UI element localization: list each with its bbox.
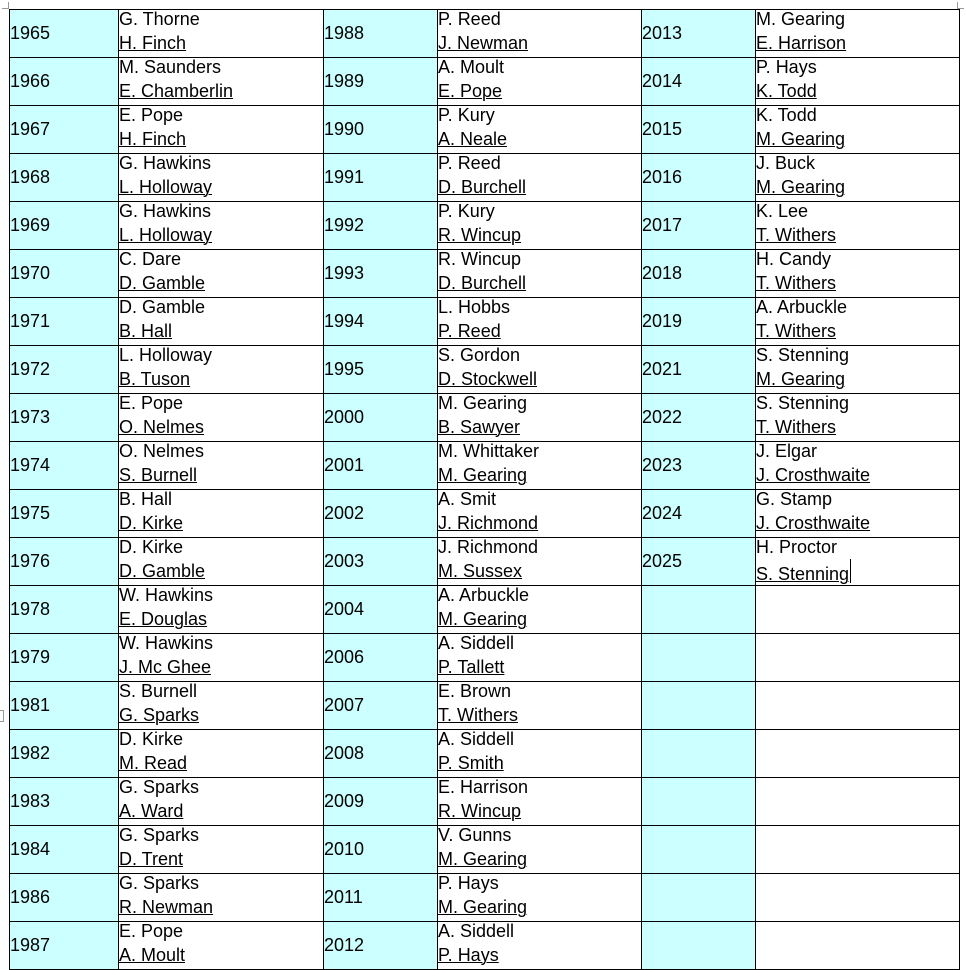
second-name-entry: P. Reed (438, 321, 501, 341)
first-name-entry (756, 586, 959, 608)
year-cell[interactable]: 1972 (10, 346, 119, 394)
names-cell[interactable] (119, 202, 324, 250)
first-name-entry: P. Reed (438, 153, 501, 173)
names-cell[interactable] (438, 394, 642, 442)
table-row (10, 394, 960, 442)
first-name-entry: G. Hawkins (119, 201, 212, 221)
table-row (10, 202, 960, 250)
names-cell[interactable] (438, 298, 642, 346)
first-name-entry (756, 682, 959, 704)
year-cell[interactable]: 1967 (10, 106, 119, 154)
first-name-entry: W. Hawkins (119, 585, 214, 605)
names-cell[interactable] (756, 922, 960, 970)
year-cell[interactable]: 2025 (642, 538, 756, 586)
names-cell[interactable] (756, 634, 960, 682)
second-name-entry: J. Crosthwaite (756, 465, 871, 485)
names-cell[interactable] (438, 682, 642, 730)
year-cell[interactable]: 2001 (324, 442, 438, 490)
year-cell[interactable] (642, 874, 756, 922)
names-cell[interactable] (756, 106, 960, 154)
second-name-entry: H. Finch (119, 33, 187, 53)
first-name-entry: A. Smit (438, 489, 497, 509)
text-cursor (850, 559, 851, 583)
second-name-entry: A. Neale (438, 129, 508, 149)
second-name-entry: T. Withers (756, 321, 837, 341)
first-name-entry: A. Arbuckle (756, 297, 848, 317)
table-row (10, 922, 960, 970)
names-cell[interactable] (119, 442, 324, 490)
table-row (10, 874, 960, 922)
names-cell[interactable] (119, 682, 324, 730)
first-name-entry: A. Siddell (438, 633, 515, 653)
year-cell[interactable]: 1976 (10, 538, 119, 586)
table-row (10, 826, 960, 874)
second-name-entry: M. Gearing (438, 465, 528, 485)
names-cell[interactable] (438, 874, 642, 922)
first-name-entry: J. Buck (756, 153, 816, 173)
second-name-entry (756, 943, 959, 967)
second-name-entry: M. Read (119, 753, 188, 773)
second-name-entry: D. Kirke (119, 513, 184, 533)
names-cell[interactable] (119, 10, 324, 58)
first-name-entry: A. Arbuckle (438, 585, 530, 605)
table-row (10, 682, 960, 730)
page-margin-handle[interactable] (0, 710, 4, 722)
first-name-entry: E. Harrison (438, 777, 529, 797)
first-name-entry (756, 922, 959, 944)
names-cell[interactable] (438, 778, 642, 826)
year-cell[interactable]: 2008 (324, 730, 438, 778)
names-cell[interactable] (438, 634, 642, 682)
names-cell[interactable] (438, 346, 642, 394)
second-name-entry: A. Moult (119, 945, 186, 965)
names-cell[interactable] (119, 778, 324, 826)
first-name-entry: K. Lee (756, 201, 809, 221)
first-name-entry: E. Pope (119, 393, 184, 413)
first-name-entry: P. Reed (438, 9, 501, 29)
table-row (10, 490, 960, 538)
second-name-entry: P. Smith (438, 753, 504, 773)
first-name-entry: G. Sparks (119, 777, 200, 797)
names-cell[interactable] (756, 154, 960, 202)
second-name-entry: H. Finch (119, 129, 187, 149)
page-corner-mark-right (957, 2, 964, 9)
table-row (10, 298, 960, 346)
second-name-entry: D. Trent (119, 849, 184, 869)
names-cell[interactable] (119, 874, 324, 922)
year-cell[interactable]: 2017 (642, 202, 756, 250)
year-cell[interactable]: 1987 (10, 922, 119, 970)
year-cell[interactable] (642, 922, 756, 970)
names-cell[interactable] (119, 826, 324, 874)
year-cell[interactable]: 1968 (10, 154, 119, 202)
second-name-entry: D. Burchell (438, 177, 527, 197)
second-name-entry: P. Tallett (438, 657, 505, 677)
second-name-entry: A. Ward (119, 801, 184, 821)
year-cell[interactable]: 1975 (10, 490, 119, 538)
names-cell[interactable] (756, 298, 960, 346)
names-cell[interactable] (119, 490, 324, 538)
first-name-entry: M. Gearing (756, 9, 846, 29)
names-cell[interactable] (438, 538, 642, 586)
names-cell[interactable] (119, 538, 324, 586)
second-name-entry: R. Wincup (438, 225, 522, 245)
table-row (10, 106, 960, 154)
second-name-entry: J. Mc Ghee (119, 657, 212, 677)
year-cell[interactable] (642, 586, 756, 634)
first-name-entry: D. Kirke (119, 729, 184, 749)
winners-table[interactable] (9, 9, 960, 970)
year-cell[interactable]: 2003 (324, 538, 438, 586)
year-cell[interactable]: 2009 (324, 778, 438, 826)
second-name-entry (756, 655, 959, 679)
first-name-entry: O. Nelmes (119, 441, 205, 461)
year-cell[interactable]: 1991 (324, 154, 438, 202)
names-cell[interactable] (756, 250, 960, 298)
first-name-entry: C. Dare (119, 249, 182, 269)
names-cell[interactable] (119, 634, 324, 682)
first-name-entry: S. Stenning (756, 393, 850, 413)
second-name-entry: M. Gearing (756, 129, 846, 149)
second-name-entry (756, 751, 959, 775)
second-name-entry: E. Harrison (756, 33, 847, 53)
second-name-entry: T. Withers (438, 705, 519, 725)
year-cell[interactable]: 1974 (10, 442, 119, 490)
first-name-entry: K. Todd (756, 105, 817, 125)
year-cell[interactable]: 2002 (324, 490, 438, 538)
names-cell[interactable] (438, 202, 642, 250)
names-cell[interactable] (756, 490, 960, 538)
year-cell[interactable]: 1966 (10, 58, 119, 106)
first-name-entry (756, 778, 959, 800)
table-row (10, 154, 960, 202)
first-name-entry: L. Hobbs (438, 297, 511, 317)
year-cell[interactable] (642, 634, 756, 682)
names-cell[interactable] (438, 826, 642, 874)
second-name-entry: M. Sussex (438, 561, 523, 581)
first-name-entry: P. Hays (438, 873, 499, 893)
second-name-entry: J. Richmond (438, 513, 539, 533)
year-cell[interactable]: 1979 (10, 634, 119, 682)
names-cell[interactable] (119, 250, 324, 298)
year-cell[interactable]: 2000 (324, 394, 438, 442)
year-cell[interactable]: 2016 (642, 154, 756, 202)
year-cell[interactable]: 1983 (10, 778, 119, 826)
second-name-entry: T. Withers (756, 225, 837, 245)
year-cell[interactable]: 1990 (324, 106, 438, 154)
first-name-entry: G. Sparks (119, 825, 200, 845)
second-name-entry: T. Withers (756, 273, 837, 293)
first-name-entry: J. Elgar (756, 441, 818, 461)
table-row (10, 442, 960, 490)
year-cell[interactable]: 2006 (324, 634, 438, 682)
second-name-entry: D. Burchell (438, 273, 527, 293)
second-name-entry: K. Todd (756, 81, 817, 101)
year-cell[interactable]: 1965 (10, 10, 119, 58)
names-cell[interactable] (438, 154, 642, 202)
first-name-entry: A. Moult (438, 57, 505, 77)
second-name-entry: S. Burnell (119, 465, 198, 485)
second-name-entry: J. Crosthwaite (756, 513, 871, 533)
names-cell[interactable] (119, 394, 324, 442)
table-row (10, 730, 960, 778)
table-row (10, 586, 960, 634)
first-name-entry: E. Pope (119, 105, 184, 125)
first-name-entry: S. Burnell (119, 681, 198, 701)
year-cell[interactable]: 2010 (324, 826, 438, 874)
year-cell[interactable]: 1973 (10, 394, 119, 442)
second-name-entry: D. Stockwell (438, 369, 538, 389)
table-row (10, 778, 960, 826)
names-cell[interactable] (119, 298, 324, 346)
names-cell[interactable] (438, 106, 642, 154)
second-name-entry (756, 703, 959, 727)
year-cell[interactable]: 2013 (642, 10, 756, 58)
names-cell[interactable] (756, 202, 960, 250)
year-cell[interactable]: 2019 (642, 298, 756, 346)
year-cell[interactable]: 1971 (10, 298, 119, 346)
year-cell[interactable] (642, 730, 756, 778)
first-name-entry: L. Holloway (119, 345, 213, 365)
document-page (9, 9, 959, 965)
second-name-entry: M. Gearing (438, 849, 528, 869)
year-cell[interactable]: 1995 (324, 346, 438, 394)
table-row (10, 346, 960, 394)
second-name-entry: P. Hays (438, 945, 499, 965)
first-name-entry: R. Wincup (438, 249, 522, 269)
second-name-entry: J. Newman (438, 33, 529, 53)
year-cell[interactable]: 1982 (10, 730, 119, 778)
year-cell[interactable]: 2015 (642, 106, 756, 154)
second-name-entry: L. Holloway (119, 225, 213, 245)
second-name-entry (756, 895, 959, 919)
year-cell[interactable]: 1969 (10, 202, 119, 250)
names-cell[interactable] (438, 250, 642, 298)
first-name-entry: G. Stamp (756, 489, 833, 509)
first-name-entry: S. Gordon (438, 345, 521, 365)
names-cell[interactable] (119, 586, 324, 634)
table-body (10, 10, 960, 970)
first-name-entry: P. Kury (438, 201, 495, 221)
table-row (10, 634, 960, 682)
first-name-entry: W. Hawkins (119, 633, 214, 653)
names-cell[interactable] (438, 922, 642, 970)
second-name-entry: L. Holloway (119, 177, 213, 197)
names-cell[interactable] (756, 538, 960, 586)
year-cell[interactable]: 2007 (324, 682, 438, 730)
second-name-entry: B. Sawyer (438, 417, 521, 437)
second-name-entry: S. Stenning (756, 559, 959, 583)
second-name-entry: B. Tuson (119, 369, 191, 389)
year-cell[interactable]: 1994 (324, 298, 438, 346)
names-cell[interactable] (438, 586, 642, 634)
second-name-entry: O. Nelmes (119, 417, 205, 437)
names-cell[interactable] (438, 490, 642, 538)
year-cell[interactable]: 2022 (642, 394, 756, 442)
year-cell[interactable]: 1992 (324, 202, 438, 250)
year-cell[interactable]: 2014 (642, 58, 756, 106)
second-name-entry: E. Chamberlin (119, 81, 234, 101)
second-name-entry (756, 799, 959, 823)
first-name-entry: G. Sparks (119, 873, 200, 893)
names-cell[interactable] (119, 922, 324, 970)
first-name-entry: G. Thorne (119, 9, 200, 29)
first-name-entry (756, 634, 959, 656)
year-cell[interactable]: 1986 (10, 874, 119, 922)
names-cell[interactable] (438, 730, 642, 778)
second-name-entry: M. Gearing (438, 897, 528, 917)
second-name-entry: M. Gearing (438, 609, 528, 629)
names-cell[interactable] (438, 10, 642, 58)
year-cell[interactable]: 2018 (642, 250, 756, 298)
year-cell[interactable]: 1984 (10, 826, 119, 874)
names-cell[interactable] (756, 682, 960, 730)
second-name-entry: D. Gamble (119, 561, 206, 581)
first-name-entry: P. Kury (438, 105, 495, 125)
year-cell[interactable] (642, 826, 756, 874)
first-name-entry (756, 874, 959, 896)
names-cell[interactable] (756, 826, 960, 874)
first-name-entry: E. Brown (438, 681, 512, 701)
second-name-entry: M. Gearing (756, 177, 846, 197)
second-name-entry: E. Douglas (119, 609, 208, 629)
year-cell[interactable] (642, 778, 756, 826)
first-name-entry: A. Siddell (438, 729, 515, 749)
year-cell[interactable]: 1988 (324, 10, 438, 58)
first-name-entry: H. Proctor (756, 537, 838, 557)
first-name-entry: M. Gearing (438, 393, 528, 413)
names-cell[interactable] (119, 58, 324, 106)
names-cell[interactable] (756, 58, 960, 106)
year-cell[interactable]: 1989 (324, 58, 438, 106)
table-row (10, 538, 960, 586)
first-name-entry: M. Whittaker (438, 441, 540, 461)
first-name-entry: V. Gunns (438, 825, 512, 845)
second-name-entry: D. Gamble (119, 273, 206, 293)
names-cell[interactable] (756, 778, 960, 826)
first-name-entry: G. Hawkins (119, 153, 212, 173)
names-cell[interactable] (756, 442, 960, 490)
first-name-entry: A. Siddell (438, 921, 515, 941)
year-cell[interactable]: 2021 (642, 346, 756, 394)
second-name-entry: E. Pope (438, 81, 503, 101)
year-cell[interactable]: 1981 (10, 682, 119, 730)
names-cell[interactable] (756, 874, 960, 922)
year-cell[interactable]: 2023 (642, 442, 756, 490)
year-cell[interactable] (642, 682, 756, 730)
year-cell[interactable]: 2024 (642, 490, 756, 538)
table-row (10, 10, 960, 58)
second-name-entry (756, 847, 959, 871)
first-name-entry: E. Pope (119, 921, 184, 941)
first-name-entry: P. Hays (756, 57, 817, 77)
second-name-entry: R. Wincup (438, 801, 522, 821)
names-cell[interactable] (119, 106, 324, 154)
first-name-entry: D. Kirke (119, 537, 184, 557)
second-name-entry: M. Gearing (756, 369, 846, 389)
second-name-entry: B. Hall (119, 321, 173, 341)
first-name-entry (756, 730, 959, 752)
names-cell[interactable] (756, 730, 960, 778)
second-name-entry (756, 607, 959, 631)
names-cell[interactable] (119, 346, 324, 394)
names-cell[interactable] (756, 394, 960, 442)
page-corner-mark-left (2, 2, 9, 9)
table-row (10, 58, 960, 106)
names-cell[interactable] (438, 442, 642, 490)
first-name-entry (756, 826, 959, 848)
first-name-entry: S. Stenning (756, 345, 850, 365)
year-cell[interactable]: 1978 (10, 586, 119, 634)
names-cell[interactable] (756, 586, 960, 634)
year-cell[interactable]: 1993 (324, 250, 438, 298)
year-cell[interactable]: 2012 (324, 922, 438, 970)
names-cell[interactable] (756, 10, 960, 58)
first-name-entry: H. Candy (756, 249, 832, 269)
names-cell[interactable] (756, 346, 960, 394)
second-name-entry: G. Sparks (119, 705, 200, 725)
year-cell[interactable]: 2011 (324, 874, 438, 922)
second-name-entry: T. Withers (756, 417, 837, 437)
first-name-entry: B. Hall (119, 489, 173, 509)
first-name-entry: D. Gamble (119, 297, 206, 317)
table-row (10, 250, 960, 298)
year-cell[interactable]: 2004 (324, 586, 438, 634)
first-name-entry: M. Saunders (119, 57, 222, 77)
first-name-entry: J. Richmond (438, 537, 539, 557)
year-cell[interactable]: 1970 (10, 250, 119, 298)
second-name-entry: R. Newman (119, 897, 214, 917)
names-cell[interactable] (438, 58, 642, 106)
names-cell[interactable] (119, 730, 324, 778)
names-cell[interactable] (119, 154, 324, 202)
